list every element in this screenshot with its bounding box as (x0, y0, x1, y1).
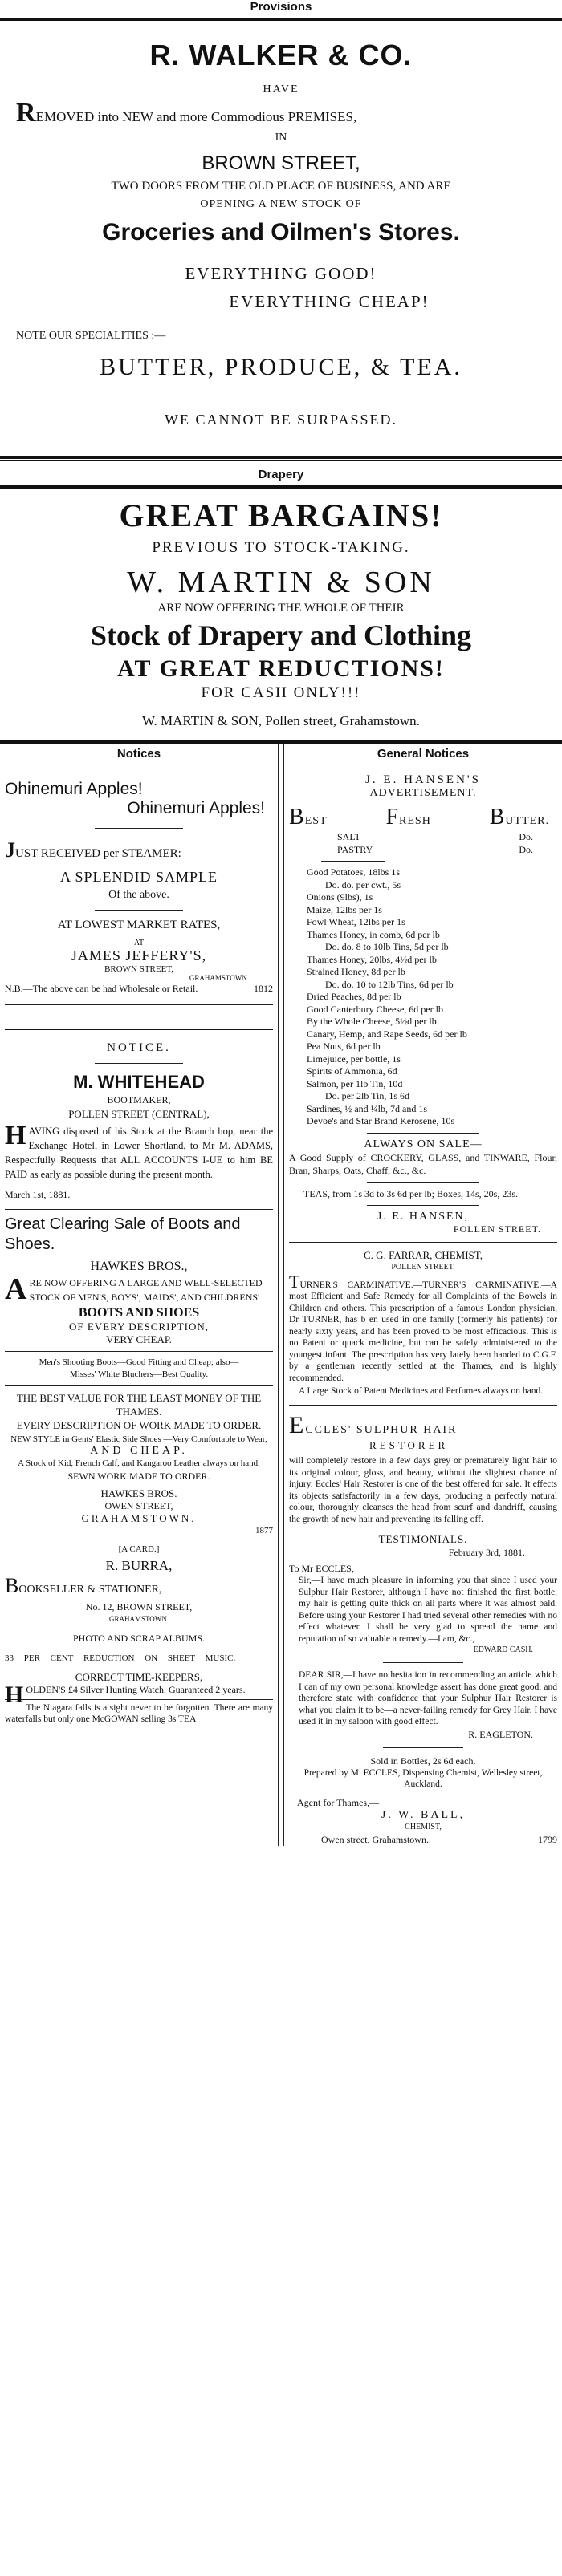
price-list-item: Canary, Hemp, and Rape Seeds, 6d per lb (307, 1028, 467, 1040)
kid-leather: A Stock of Kid, French Calf, and Kangaroo Leather always on hand. (18, 1458, 260, 1468)
divider (5, 1699, 273, 1700)
eagleton: R. EAGLETON. (468, 1728, 534, 1740)
price-list-item: Spirits of Ammonia, 6d (307, 1065, 397, 1077)
just-text: UST RECEIVED per STEAMER: (15, 847, 181, 860)
divider (5, 1385, 273, 1386)
turner-body: URNER'S CARMINATIVE.—TURNER'S CARMINATIVE.—A most Efficient and Safe Remedy for all Complaints of the Bowels in Children and others. This prescription of a famous London physician, Dr TURNER, has b en used in one family (formerly his patients) for nearly sixty years, and has been proved to be most efficacious. This is no Patent or quack medicine, but can be safely administered to the youngest infant. The prescription has very lately been handed to C.G.F. by a gentleman recently settled at the Thames, and is highly recommended. (289, 1280, 558, 1383)
eccles-ad (289, 1406, 557, 1846)
price-list-item: Good Potatoes, 18lbs 1s (307, 866, 401, 878)
best-word (289, 805, 328, 830)
price-list-item: By the Whole Cheese, 5½d per lb (307, 1016, 437, 1027)
fresh-cap: F (385, 805, 400, 830)
farrar-street: POLLEN STREET. (391, 1262, 455, 1272)
martin-address: W. MARTIN & SON, Pollen street, Grahamstown. (142, 713, 420, 728)
price-list-item: Pea Nuts, 6d per lb (307, 1041, 381, 1052)
burra-name: R. BURRA, (105, 1558, 173, 1573)
holdens-line (5, 1681, 273, 1708)
groceries-title: Groceries and Oilmen's Stores. (102, 219, 460, 245)
specialities-text: BUTTER, PRODUCE, & TEA. (100, 354, 462, 380)
best-value: THE BEST VALUE FOR THE LEAST MONEY OF THE THAMES. (16, 1392, 262, 1418)
having-body: AVING disposed of his Stock at the Branch hop, near the Exchange Hotel, in Lower Shortland, to Mr M. ADAMS, Respectfully Requests that ALL ACCOUNTS I-UE to him BE PAID as early as possible during the present month. (5, 1126, 274, 1180)
of-above: Of the above. (108, 889, 169, 901)
farrar-ad (289, 1243, 557, 1398)
pastry-row (289, 843, 557, 856)
eccles-dropcap: E (289, 1412, 306, 1438)
clearing-sale: Great Clearing Sale of Boots and Shoes. (5, 1215, 241, 1253)
dear-letter: DEAR SIR,—I have no hesitation in recommending an article which I can of my own personal knowledge assert has done great good, and therefore state with confidence that your Sulphur Hair Restorer is what you claim it to be—a never-failing remedy for Grey Hair. I have used it in my saloon with good effect. (299, 1670, 558, 1726)
sir-letter: Sir,—I have much pleasure in informing you that since I used your Sulphur Hair Restorer, although I have not finished the first bottle, my hair is getting quite thick on all parts where it was almost bald. Before using your Restorer I had tried several other remedies with no effect whatever. I shall be very glad to spread the name and reputation of so valuable a remedy.—I am, &c., (299, 1576, 558, 1644)
drapery-section (0, 461, 562, 744)
always-on-sale: ALWAYS ON SALE— (364, 1138, 483, 1150)
misses-bluchers: Misses' White Bluchers—Best Quality. (69, 1369, 209, 1379)
every-description: OF EVERY DESCRIPTION, (69, 1320, 210, 1333)
bookseller-dropcap: B (5, 1574, 19, 1597)
butter-rest: UTTER. (505, 815, 549, 827)
pastry-do: Do. (519, 844, 534, 855)
pollen-central: POLLEN STREET (CENTRAL), (68, 1108, 210, 1120)
photo-albums: PHOTO AND SCRAP ALBUMS. (72, 1633, 206, 1644)
hansen-heading: J. E. HANSEN'S (365, 773, 481, 786)
best-fresh-butter (289, 805, 557, 830)
holdens-dropcap: H (5, 1681, 24, 1708)
walker-firm-name: R. WALKER & CO. (149, 39, 413, 71)
prepared-by: Prepared by M. ECCLES, Dispensing Chemist, Wellesley street, Auckland. (303, 1767, 543, 1789)
price-list-item: Limejuice, per bottle, 1s (307, 1053, 401, 1065)
salt-label: SALT (337, 831, 360, 842)
brown-street: BROWN STREET, (202, 152, 360, 174)
niagara-text: The Niagara falls is a sight never to be forgotten. There are many waterfalls but only one McGOWAN selling 3s TEA (5, 1703, 274, 1724)
lowest-rates: AT LOWEST MARKET RATES, (57, 919, 221, 931)
price-list-item: Sardines, ½ and ¼lb, 7d and 1s (307, 1102, 427, 1114)
price-list-item: Thames Honey, in comb, 6d per lb (307, 928, 440, 940)
fresh-rest: RESH (399, 815, 431, 827)
jefferys-street: BROWN STREET, (104, 964, 173, 974)
jefferys: JAMES JEFFERY'S, (71, 947, 207, 963)
apples-line-2: Ohinemuri Apples! (127, 799, 266, 817)
butter-word (490, 805, 549, 830)
are-dropcap: A (5, 1272, 27, 1306)
having-dropcap: H (5, 1121, 26, 1150)
columns (0, 744, 562, 1846)
bookseller-text: OOKSELLER & STATIONER, (18, 1584, 162, 1596)
to-eccles: To Mr ECCLES, (289, 1563, 354, 1574)
price-list-item: Do. do. per cwt., 5s (325, 878, 401, 890)
apples-ad (5, 765, 273, 995)
divider (5, 1004, 273, 1005)
burra-ad (5, 1540, 273, 1664)
divider (383, 1662, 463, 1663)
splendid-sample: A SPLENDID SAMPLE (59, 869, 218, 885)
sewn-work: SEWN WORK MADE TO ORDER. (67, 1471, 210, 1482)
hawkes-bros: HAWKES BROS. (100, 1487, 177, 1499)
whitehead-ad (5, 1030, 273, 1201)
sold-bottles: Sold in Bottles, 2s 6d each. (370, 1755, 476, 1767)
holdens-text: OLDEN'S £4 Silver Hunting Watch. Guaranteed 2 years. (26, 1684, 246, 1695)
and-cheap: AND CHEAP. (90, 1445, 188, 1457)
everything-cheap: EVERYTHING CHEAP! (229, 292, 430, 311)
num-1799: 1799 (538, 1833, 558, 1845)
opening-text: OPENING A NEW STOCK OF (200, 198, 362, 210)
no12-street: No. 12, BROWN STREET, (85, 1601, 193, 1613)
hansen-signature: J. E. HANSEN, (377, 1210, 470, 1223)
burra-town: GRAHAMSTOWN. (108, 1615, 169, 1623)
are-offering (5, 1272, 273, 1306)
new-style: NEW STYLE in Gents' Elastic Side Shoes —Very Comfortable to Wear, (10, 1434, 267, 1444)
previous-text: PREVIOUS TO STOCK-TAKING. (152, 539, 410, 556)
price-list-item: Fowl Wheat, 12lbs per 1s (307, 916, 405, 927)
bootmaker: BOOTMAKER, (107, 1094, 171, 1105)
hansen-advertisement: ADVERTISEMENT. (369, 787, 477, 799)
large-stock: A Large Stock of Patent Medicines and Perfumes always on hand. (299, 1386, 544, 1396)
march-date: March 1st, 1881. (5, 1189, 71, 1200)
price-list-item: Do. do. 10 to 12lb Tins, 6d per lb (325, 978, 454, 990)
feb-date: February 3rd, 1881. (448, 1547, 526, 1558)
ball-name: J. W. BALL, (381, 1808, 466, 1821)
boots-shoes: BOOTS AND SHOES (78, 1306, 200, 1320)
price-list-item: Do. do. 8 to 10lb Tins, 5d per lb (325, 941, 449, 952)
just-received (5, 838, 273, 862)
ball-address-row (289, 1833, 557, 1846)
divider (383, 1747, 463, 1748)
just-dropcap: J (5, 838, 15, 862)
testimonials-heading: TESTIMONIALS. (378, 1533, 468, 1545)
martin-firm: W. MARTIN & SON (127, 566, 435, 599)
edward-cash: EDWARD CASH. (473, 1645, 534, 1654)
removed-text: EMOVED into NEW and more Commodious PREMISES, (35, 109, 357, 124)
everything-good: EVERYTHING GOOD! (185, 264, 377, 283)
price-list-item: Good Canterbury Cheese, 6d per lb (307, 1003, 443, 1015)
turner-text (289, 1271, 558, 1385)
price-list-item: Dried Peaches, 8d per lb (307, 991, 401, 1002)
removed-dropcap: R (16, 98, 36, 128)
section-title-drapery: Drapery (258, 468, 304, 481)
bookseller-line (5, 1574, 273, 1598)
divider (95, 828, 183, 829)
price-list-item: Strained Honey, 8d per lb (307, 966, 405, 977)
are-body: RE NOW OFFERING A LARGE AND WELL-SELECTED STOCK OF MEN'S, BOYS', MAIDS', AND CHILDRENS' (29, 1277, 263, 1303)
hawkes-town: GRAHAMSTOWN. (81, 1512, 197, 1524)
nb-text: N.B.—The above can be had Wholesale or Retail. (5, 983, 198, 994)
notices-column (0, 744, 278, 1846)
price-list-item: Do. per 2lb Tin, 1s 6d (325, 1090, 410, 1101)
teas-text: TEAS, from 1s 3d to 3s 6d per lb; Boxes, 14s, 20s, 23s. (303, 1187, 518, 1199)
eccles-title: CCLES' SULPHUR HAIR (305, 1424, 458, 1436)
offering-text: ARE NOW OFFERING THE WHOLE OF THEIR (157, 602, 405, 615)
divider (95, 910, 183, 911)
hawkes-name: HAWKES BROS., (90, 1260, 188, 1273)
a-card: [A CARD.] (118, 1544, 160, 1554)
note-specialities: NOTE OUR SPECIALITIES :— (16, 330, 166, 342)
every-description-work: EVERY DESCRIPTION OF WORK MADE TO ORDER. (16, 1419, 262, 1431)
hansen-pollen: POLLEN STREET. (453, 1223, 542, 1235)
section-title-notices: Notices (116, 747, 161, 761)
hansen-price-list (289, 866, 557, 1128)
having-text (5, 1121, 274, 1182)
divider (5, 1351, 273, 1352)
best-rest: EST (304, 815, 328, 827)
eccles-heading (289, 1412, 557, 1439)
provisions-section (0, 0, 562, 461)
reductions-text: AT GREAT REDUCTIONS! (117, 655, 445, 682)
very-cheap: VERY CHEAP. (106, 1333, 172, 1345)
butter-cap: B (489, 805, 506, 830)
hawkes-ad (5, 1210, 273, 1536)
fresh-word (385, 805, 430, 830)
divider (321, 861, 385, 862)
price-list-item: Devoe's and Star Brand Kerosene, 10s (307, 1115, 455, 1126)
divider (0, 456, 562, 459)
notice-heading: NOTICE. (107, 1041, 171, 1054)
price-list-item: Onions (9lbs), 1s (307, 891, 373, 903)
restorer: RESTORER (369, 1439, 449, 1451)
mens-shooting: Men's Shooting Boots—Good Fitting and Cheap; also— (39, 1357, 239, 1367)
section-title-general: General Notices (377, 747, 470, 761)
pastry-label: PASTRY (337, 844, 373, 855)
divider (367, 1182, 479, 1183)
ball-chemist: CHEMIST, (405, 1822, 442, 1832)
two-doors: TWO DOORS FROM THE OLD PLACE OF BUSINESS, AND ARE (111, 180, 451, 193)
eccles-body: will completely restore in a few days grey or prematurely light hair to its original colour, gloss, and beauty, without the slightest chance of injury. Eccles' Hair Restorer is one of the best offered for sale. It effects its objects satisfactorily in a few days, producing a perfectly natural colour, thoroughly cleanses the head from scurf and dandriff, causing the growth of new hair and preventing its falling off. (289, 1456, 558, 1524)
great-bargains: GREAT BARGAINS! (119, 497, 443, 533)
have-text: HAVE (263, 83, 299, 95)
whitehead-name: M. WHITEHEAD (73, 1072, 205, 1092)
nb-row (5, 982, 273, 995)
agent-thames: Agent for Thames,— (297, 1796, 380, 1808)
salt-do: Do. (519, 831, 534, 842)
general-notices-column (284, 744, 562, 1846)
owen-street: OWEN STREET, (104, 1500, 173, 1511)
apples-line-1: Ohinemuri Apples! (5, 780, 143, 798)
at-text: AT (133, 939, 145, 947)
best-cap: B (289, 805, 305, 830)
hansen-ad (289, 765, 557, 1235)
jefferys-town: GRAHAMSTOWN. (189, 974, 250, 982)
percent-reduction: 33 PER CENT REDUCTION ON SHEET MUSIC. (5, 1653, 236, 1663)
turner-dropcap: T (289, 1271, 300, 1292)
ball-owen-street: Owen street, Grahamstown. (321, 1833, 429, 1845)
farrar-heading: C. G. FARRAR, CHEMIST, (364, 1248, 483, 1261)
price-list-item: Thames Honey, 20lbs, 4½d per lb (307, 953, 437, 965)
column-divider (278, 744, 284, 1846)
price-list-item: Maize, 12lbs per 1s (307, 903, 382, 915)
holdens-ad (5, 1669, 273, 1708)
crockery-text: A Good Supply of CROCKERY, GLASS, and TINWARE, Flour, Bran, Sharps, Oats, Chaff, &c., &c. (289, 1151, 558, 1176)
in-text: IN (275, 132, 287, 144)
nb-number: 1812 (254, 983, 274, 994)
cash-only: FOR CASH ONLY!!! (201, 684, 361, 701)
removed-line (16, 98, 546, 128)
price-list-item: Salmon, per 1lb Tin, 10d (307, 1077, 403, 1089)
section-title-provisions: Provisions (250, 0, 312, 14)
divider (95, 1063, 183, 1064)
stock-drapery: Stock of Drapery and Clothing (90, 619, 472, 651)
divider (367, 1205, 479, 1206)
divider (367, 1133, 479, 1134)
num-1877: 1877 (255, 1526, 274, 1535)
surpassed-text: WE CANNOT BE SURPASSED. (164, 412, 398, 428)
salt-row (289, 830, 557, 843)
timekeepers: CORRECT TIME-KEEPERS, (75, 1671, 203, 1683)
